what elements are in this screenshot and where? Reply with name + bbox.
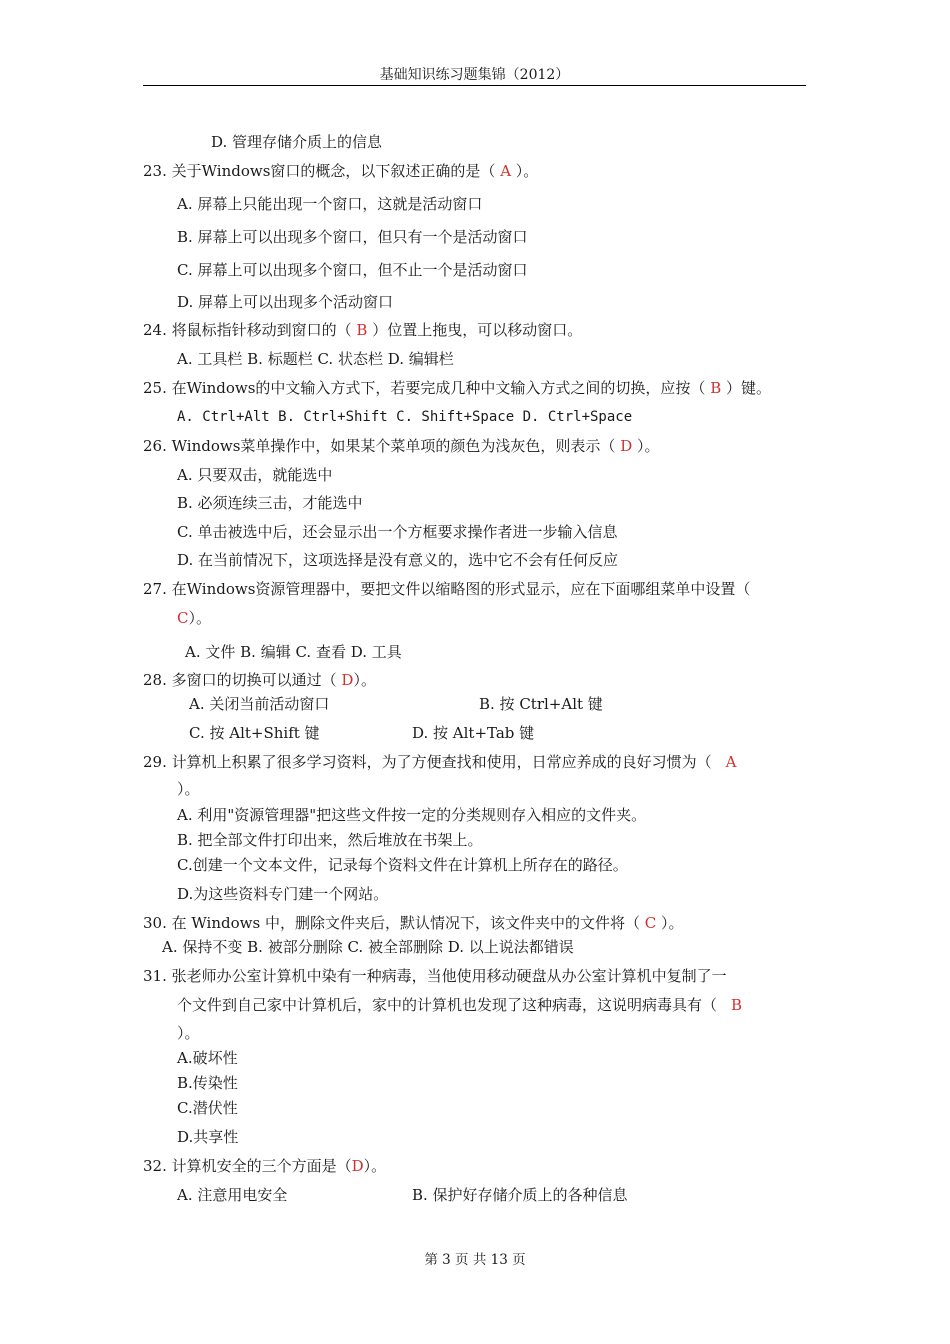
answer-25: B <box>710 379 722 397</box>
q29-option-b: B. 把全部文件打印出来，然后堆放在书架上。 <box>177 831 483 849</box>
q26-option-a: A. 只要双击，就能选中 <box>177 466 333 484</box>
q28-option-b: B. 按 Ctrl+Alt 键 <box>479 695 603 713</box>
question-29-cont: ）。 <box>177 780 200 798</box>
answer-30: C <box>644 914 657 932</box>
q23-option-d: D. 屏幕上可以出现多个活动窗口 <box>177 293 394 311</box>
answer-31: B <box>731 996 743 1014</box>
question-24: 24. 将鼠标指针移动到窗口的（ B ）位置上拖曳，可以移动窗口。 <box>143 321 583 339</box>
question-31-cont: 个文件到自己家中计算机后，家中的计算机也发现了这种病毒，这说明病毒具有（ B <box>177 996 743 1014</box>
page-footer: 第 3 页 共 13 页 <box>424 1252 526 1268</box>
q28-option-a: A. 关闭当前活动窗口 <box>189 695 330 713</box>
q31-option-d: D.共享性 <box>177 1128 239 1146</box>
answer-32: D <box>351 1157 364 1175</box>
answer-23: A <box>500 162 512 180</box>
question-27-cont: C）。 <box>177 609 211 627</box>
question-29: 29. 计算机上积累了很多学习资料，为了方便查找和使用，日常应养成的良好习惯为（ A <box>143 753 737 771</box>
question-30: 30. 在 Windows 中，删除文件夹后，默认情况下，该文件夹中的文件将（ C ）。 <box>143 914 684 932</box>
header-rule <box>143 85 806 86</box>
question-26: 26. Windows菜单操作中，如果某个菜单项的颜色为浅灰色，则表示（ D ）。 <box>143 437 660 455</box>
q32-option-b: B. 保护好存储介质上的各种信息 <box>412 1186 628 1204</box>
answer-27: C <box>177 609 189 627</box>
q23-option-b: B. 屏幕上可以出现多个窗口，但只有一个是活动窗口 <box>177 228 528 246</box>
q29-option-c: C.创建一个文本文件，记录每个资料文件在计算机上所存在的路径。 <box>177 856 628 874</box>
q27-options: A. 文件 B. 编辑 C. 查看 D. 工具 <box>185 643 402 661</box>
q29-option-d: D.为这些资料专门建一个网站。 <box>177 885 389 903</box>
question-32: 32. 计算机安全的三个方面是（D）。 <box>143 1157 387 1175</box>
q28-option-c: C. 按 Alt+Shift 键 <box>189 724 320 742</box>
q29-option-a: A. 利用"资源管理器"把这些文件按一定的分类规则存入相应的文件夹。 <box>177 806 647 824</box>
q26-option-b: B. 必须连续三击，才能选中 <box>177 494 363 512</box>
q31-option-c: C.潜伏性 <box>177 1099 238 1117</box>
q32-option-a: A. 注意用电安全 <box>177 1186 288 1204</box>
q23-option-a: A. 屏幕上只能出现一个窗口，这就是活动窗口 <box>177 195 483 213</box>
q26-option-c: C. 单击被选中后，还会显示出一个方框要求操作者进一步输入信息 <box>177 523 618 541</box>
q23-option-c: C. 屏幕上可以出现多个窗口，但不止一个是活动窗口 <box>177 261 528 279</box>
q25-options: A. Ctrl+Alt B. Ctrl+Shift C. Shift+Space D. Ctrl+Space <box>177 409 633 425</box>
page-header: 基础知识练习题集锦（2012） <box>379 67 570 83</box>
question-31-end: ）。 <box>177 1024 200 1042</box>
question-23: 23. 关于Windows窗口的概念，以下叙述正确的是（ A ）。 <box>143 162 539 180</box>
q31-option-b: B.传染性 <box>177 1074 238 1092</box>
q30-options: A. 保持不变 B. 被部分删除 C. 被全部删除 D. 以上说法都错误 <box>162 938 574 956</box>
q28-option-d: D. 按 Alt+Tab 键 <box>412 724 535 742</box>
answer-28: D <box>341 671 354 689</box>
answer-29: A <box>725 753 737 771</box>
answer-26: D <box>620 437 633 455</box>
answer-24: B <box>356 321 368 339</box>
q22-option-d: D. 管理存储介质上的信息 <box>211 133 383 151</box>
question-31: 31. 张老师办公室计算机中染有一种病毒，当他使用移动硬盘从办公室计算机中复制了一 <box>143 967 727 985</box>
q26-option-d: D. 在当前情况下，这项选择是没有意义的，选中它不会有任何反应 <box>177 551 619 569</box>
question-25: 25. 在Windows的中文输入方式下，若要完成几种中文输入方式之间的切换，应按（ B ）键。 <box>143 379 771 397</box>
q24-options: A. 工具栏 B. 标题栏 C. 状态栏 D. 编辑栏 <box>177 350 454 368</box>
q31-option-a: A.破坏性 <box>177 1049 238 1067</box>
question-28: 28. 多窗口的切换可以通过（ D）。 <box>143 671 376 689</box>
question-27: 27. 在Windows资源管理器中，要把文件以缩略图的形式显示，应在下面哪组菜单中设置（ <box>143 580 751 598</box>
